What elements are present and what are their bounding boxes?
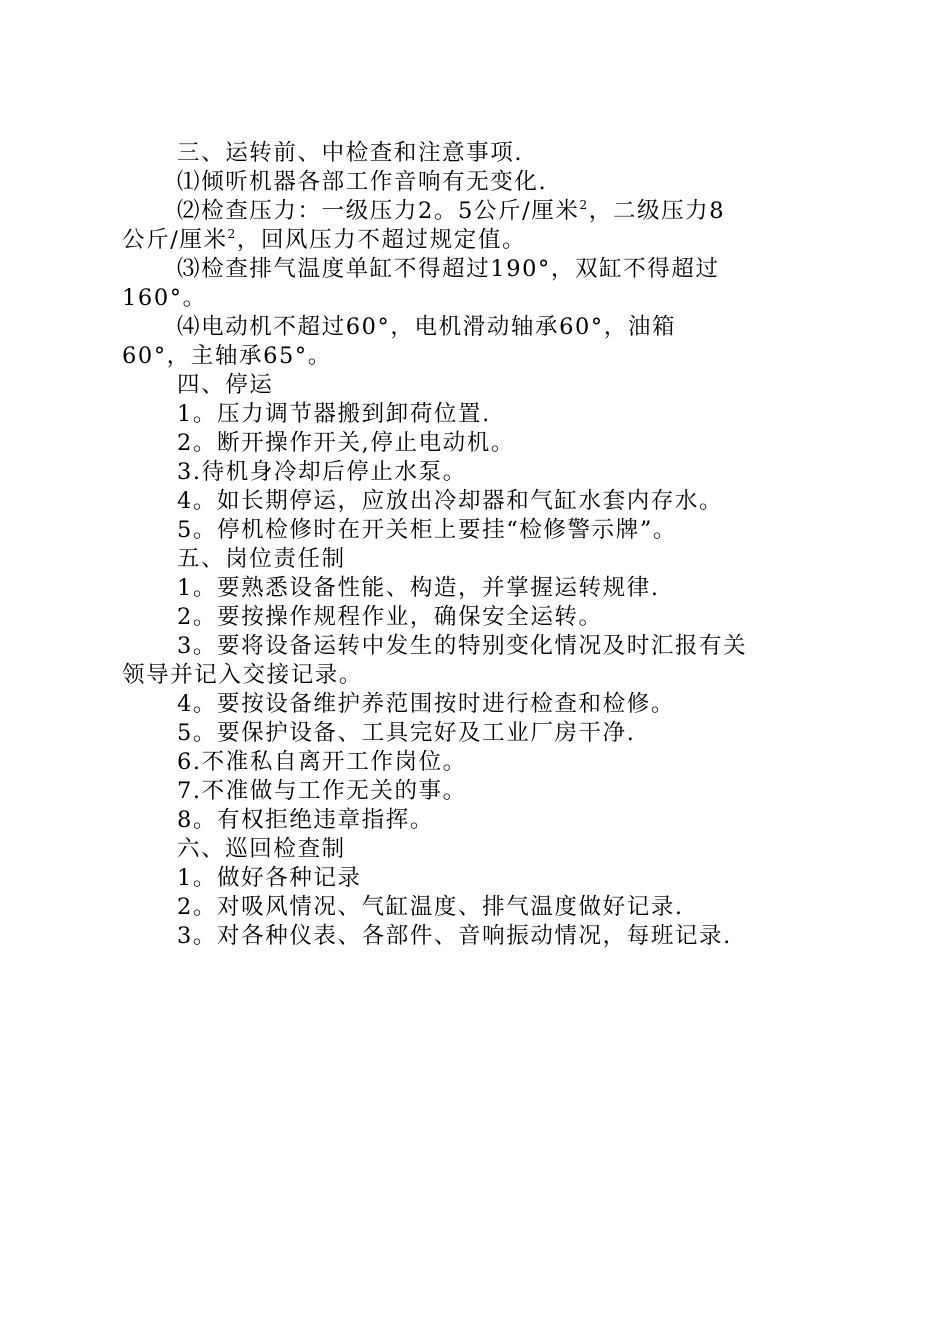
text-run: ，回风压力不超过规定值。 — [236, 227, 527, 253]
list-item: 1。压力调节器搬到卸荷位置. — [177, 401, 491, 427]
list-item: 8。有权拒绝违章指挥。 — [177, 807, 434, 833]
list-item: 3。要将设备运转中发生的特别变化情况及时汇报有关 — [177, 633, 748, 659]
paragraph-line: 160°。 — [122, 285, 207, 311]
section-heading-4: 四、停运 — [177, 372, 274, 398]
text-run: ，二级压力8 — [588, 198, 726, 224]
paragraph-line: 60°，主轴承65°。 — [122, 343, 332, 369]
paragraph-line: ⑶检查排气温度单缸不得超过190°，双缸不得超过 — [177, 256, 720, 282]
text-run: 公斤/厘米 — [122, 227, 228, 253]
list-item-continuation: 领导并记入交接记录。 — [122, 662, 364, 688]
list-item: 6.不准私自离开工作岗位。 — [177, 749, 467, 775]
paragraph-line — [122, 197, 830, 226]
list-item: 4。如长期停运，应放出冷却器和气缸水套内存水。 — [177, 488, 724, 514]
list-item: 5。停机检修时在开关柜上要挂“检修警示牌”。 — [177, 517, 678, 543]
list-item: 5。要保护设备、工具完好及工业厂房干净. — [177, 720, 636, 746]
list-item: 2。对吸风情况、气缸温度、排气温度做好记录. — [177, 894, 684, 920]
list-item: 1。要熟悉设备性能、构造，并掌握运转规律. — [177, 575, 660, 601]
list-item: 1。做好各种记录 — [177, 865, 362, 891]
text-run: ⑵检查压力：一级压力2。5公斤/厘米 — [177, 198, 580, 224]
list-item: 2。要按操作规程作业，确保安全运转。 — [177, 604, 603, 630]
list-item: 2。断开操作开关,停止电动机。 — [177, 430, 515, 456]
paragraph-line: ⑷电动机不超过60°，电机滑动轴承60°，油箱 — [177, 314, 677, 340]
list-item: 3。对各种仪表、各部件、音响振动情况，每班记录. — [177, 923, 732, 949]
paragraph-line: ⑴倾听机器各部工作音响有无变化. — [177, 169, 548, 195]
list-item: 7.不准做与工作无关的事。 — [177, 778, 467, 804]
section-heading-6: 六、巡回检查制 — [177, 836, 346, 862]
superscript: 2 — [579, 198, 589, 212]
superscript: 2 — [227, 227, 237, 241]
section-heading-3: 三、运转前、中检查和注意事项. — [177, 140, 524, 166]
list-item: 4。要按设备维护养范围按时进行检查和检修。 — [177, 691, 675, 717]
list-item: 3.待机身冷却后停止水泵。 — [177, 459, 467, 485]
document-body — [122, 139, 830, 951]
section-heading-5: 五、岗位责任制 — [177, 546, 346, 572]
paragraph-line — [122, 226, 830, 255]
